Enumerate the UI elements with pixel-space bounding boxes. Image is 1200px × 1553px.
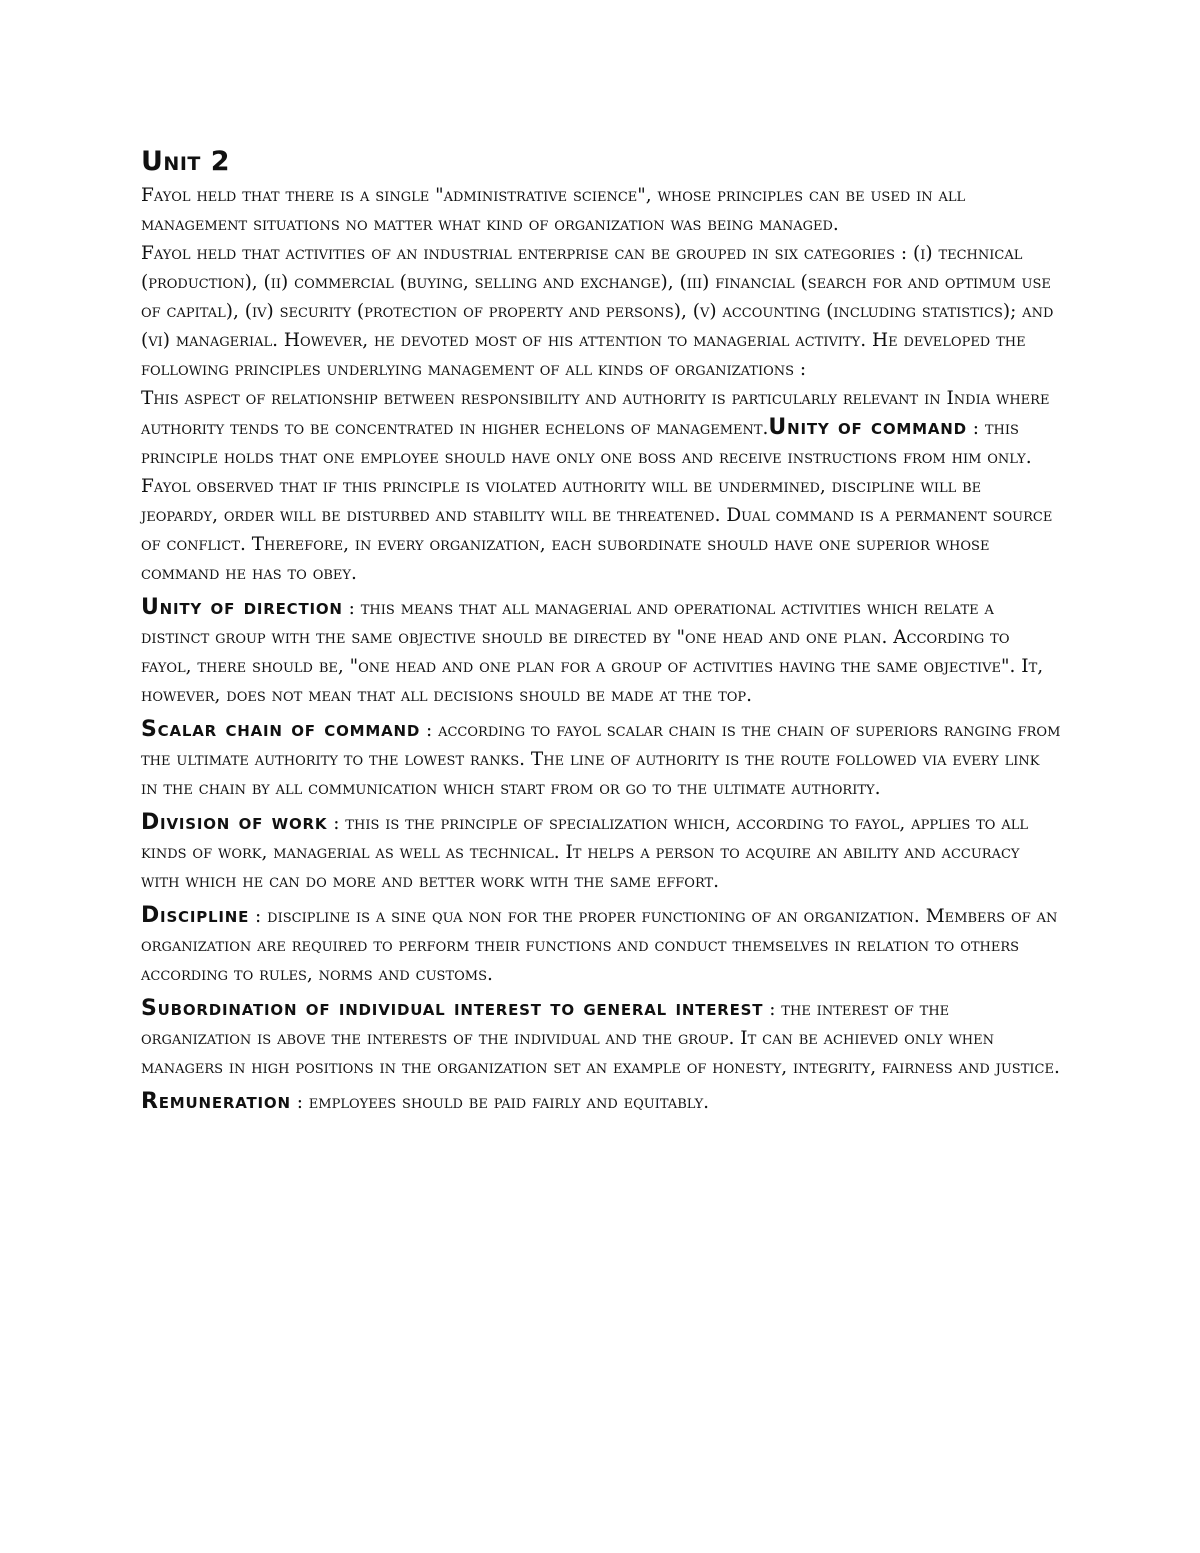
document-body xyxy=(141,145,1061,1117)
principle-heading-unity-of-command: Unity of command xyxy=(768,415,967,440)
principle-heading-scalar-chain: Scalar chain of command xyxy=(141,717,421,742)
principle-scalar-chain xyxy=(141,715,1061,803)
principle-text-remuneration: : employees should be paid fairly and equitably. xyxy=(290,1092,710,1113)
principle-heading-division-of-work: Division of work xyxy=(141,810,328,835)
intro-paragraph-1: Fayol held that there is a single "administrative science", whose principles can be used in all management situations no matter what kind of organization was being managed. xyxy=(141,185,966,235)
principle-text-discipline: : discipline is a sine qua non for the proper functioning of an organization. Members of an organization are required to perform their functions and conduct themselves in relation to others according to rules, norms and customs. xyxy=(141,906,1058,985)
principle-text-scalar-chain: : according to fayol scalar chain is the chain of superiors ranging from the ultimate authority to the lowest ranks. The line of authority is the route followed via every link in the chain by all communication which start from or go to the ultimate authority. xyxy=(141,720,1061,799)
principle-text-unity-of-direction: : this means that all managerial and operational activities which relate a distinct group with the same objective should be directed by "one head and one plan. According to fayol, there should be, "one head and one plan for a group of activities having the same objective". It, however, does not mean that all decisions should be made at the top. xyxy=(141,598,1044,706)
principle-unity-of-direction xyxy=(141,593,1061,710)
principle-text-unity-of-command: : this principle holds that one employee should have only one boss and receive instructions from him only. Fayol observed that if this principle is violated authority will be undermined, discipline will be jeopardy, order will be disturbed and stability will be threatened. Dual command is a permanent source of conflict. Therefore, in every organization, each subordinate should have one superior whose command he has to obey. xyxy=(141,418,1053,584)
principle-text-division-of-work: : this is the principle of specialization which, according to fayol, applies to all kinds of work, managerial as well as technical. It helps a person to acquire an ability and accuracy with which he can do more and better work with the same effort. xyxy=(141,813,1028,892)
principle-heading-subordination: Subordination of individual interest to general interest xyxy=(141,996,764,1021)
intro-paragraph-3 xyxy=(141,384,1061,588)
principle-discipline xyxy=(141,901,1061,989)
page-title: Unit 2 xyxy=(141,146,231,177)
principle-heading-remuneration: Remuneration xyxy=(141,1089,291,1114)
principle-text-subordination: : the interest of the organization is above the interests of the individual and the group. It can be achieved only when managers in high positions in the organization set an example of honesty, integrity, fairness and justice. xyxy=(141,999,1060,1078)
principle-subordination xyxy=(141,994,1061,1082)
principle-division-of-work xyxy=(141,808,1061,896)
intro-paragraph-3-text: This aspect of relationship between responsibility and authority is particularly relevant in India where authority tends to be concentrated in higher echelons of management. xyxy=(141,388,1050,439)
principle-heading-discipline: Discipline xyxy=(141,903,250,928)
intro-paragraph-2: Fayol held that activities of an industrial enterprise can be grouped in six categories : (i) technical (production), (ii) commercial (buying, selling and exchange), (iii) financial (search for and optimum use of capital), (iv) security (protection of property and persons), (v) accounting (including statistics); and (vi) managerial. However, he devoted most of his attention to managerial activity. He developed the following principles underlying management of all kinds of organizations : xyxy=(141,243,1054,380)
principle-heading-unity-of-direction: Unity of direction xyxy=(141,595,343,620)
principle-remuneration xyxy=(141,1087,1061,1117)
